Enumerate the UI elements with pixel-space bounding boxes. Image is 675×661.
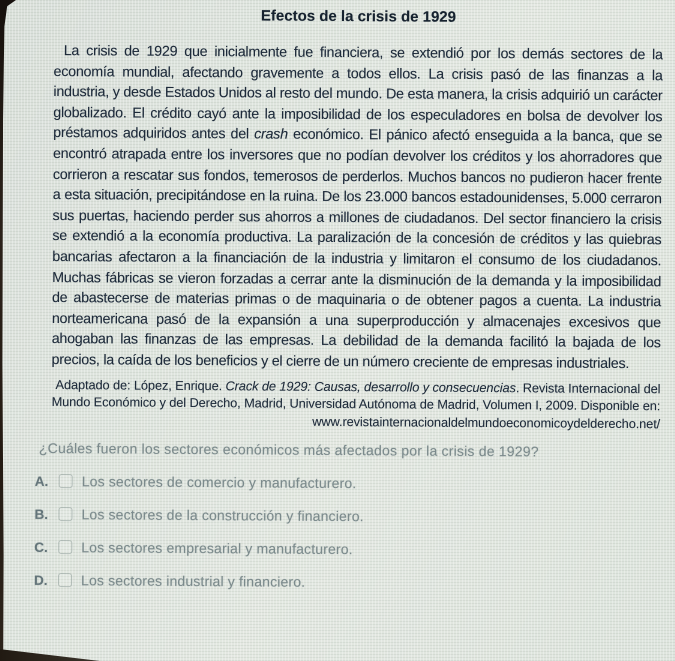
option-b-radio[interactable] <box>58 507 72 521</box>
option-b[interactable] <box>34 505 659 527</box>
photo-bottom-left-edge <box>0 647 100 661</box>
option-b-letter: B. <box>34 506 49 522</box>
paragraph-text-2: económico. El pánico afectó enseguida a la banca, que se encontró atrapada entre los inversores que no podían devolver los créditos y los ahorradores que corrieron a rescatar sus fondos, temerosos de perderlos. Muchos bancos no pudieron hacer frente a esta situación, precipitándose en la ruina. De los 23.000 bancos estadounidenses, 5.000 cerraron sus puertas, haciendo perder sus ahorros a millones de ciudadanos. Del sector financiero la crisis se extendió a la economía productiva. La paralización de la concesión de créditos y las quiebras bancarias afectaron a la financiación de la industria y limitaron el consumo de los ciudadanos. Muchas fábricas se vieron forzadas a cerrar ante la disminución de la demanda y la imposibilidad de abastecerse de materias primas o de maquinaria o de obtener pagos a cuenta. La industria norteamericana pasó de la expansión a una superproducción y almacenajes excesivos que ahogaban las finanzas de las empresas. La debilidad de la demanda facilitó la bajada de los precios, la caída de los beneficios y el cierre de un número creciente de empresas industriales. <box>51 127 663 372</box>
paragraph-italic-word: crash <box>254 126 288 144</box>
option-a-radio[interactable] <box>59 474 73 488</box>
citation-title-italic: Crack de 1929: Causas, desarrollo y consecuencias <box>225 377 516 395</box>
option-d-radio[interactable] <box>58 573 72 587</box>
option-a-letter: A. <box>34 473 49 489</box>
citation <box>51 375 660 432</box>
option-c-label: Los sectores empresarial y manufacturero. <box>81 539 353 558</box>
option-c-letter: C. <box>34 539 48 555</box>
question-text: ¿Cuáles fueron los sectores económicos más afectados por la crisis de 1929? <box>38 440 539 460</box>
article-paragraph <box>52 41 663 375</box>
page-title: Efectos de la crisis de 1929 <box>260 7 457 26</box>
option-c[interactable] <box>34 538 659 560</box>
paragraph-text-1: La crisis de 1929 que inicialmente fue financiera, se extendió por los demás sectores de la economía mundial, afectando gravemente a todos ellos. La crisis pasó de las finanzas a la industria, y desde Estados Unidos al resto del mundo. De esta manera, la crisis adquirió un carácter globalizado. El crédito cayó ante la imposibilidad de los especuladores en bolsa de devolver los préstamos adquiridos antes del <box>53 43 663 143</box>
option-d-label: Los sectores industrial y financiero. <box>80 572 306 591</box>
answer-options <box>34 472 660 593</box>
citation-text-2: . Revista Internacional del Mundo Económico y del Derecho, Madrid, Universidad Autónoma de Madrid, Volumen I, 2009. Disponible en: www.revistainternacionaldelmundoeconomicoydelderecho.net/ <box>51 379 661 431</box>
option-c-radio[interactable] <box>58 540 72 554</box>
option-d[interactable] <box>34 571 659 593</box>
citation-text-1: Adaptado de: López, Enrique. <box>55 376 226 393</box>
option-b-label: Los sectores de la construcción y financiero. <box>81 506 364 525</box>
option-a-label: Los sectores de comercio y manufacturero. <box>81 473 357 492</box>
option-a[interactable] <box>35 472 660 494</box>
option-d-letter: D. <box>33 572 48 588</box>
